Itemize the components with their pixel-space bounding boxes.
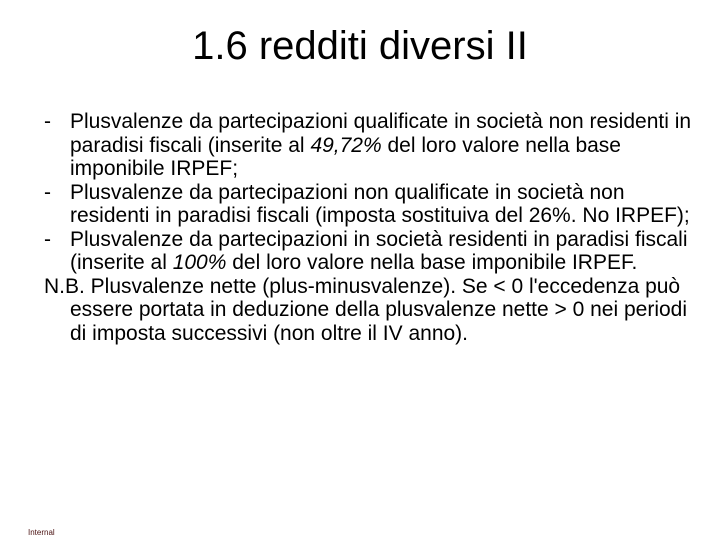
note-text: Plusvalenze nette (plus-minusvalenze). Se < 0 l'eccedenza può essere portata in deduzione della plusvalenze nette > 0 nei periodi di imposta successivi (non oltre il IV anno). — [70, 274, 688, 345]
bullet-emphasis: 49,72% — [310, 133, 382, 157]
note-paragraph — [44, 275, 694, 346]
bullet-marker: - — [44, 180, 51, 204]
bullet-text: Plusvalenze da partecipazioni in società residenti in paradisi fiscali (inserite al — [70, 227, 688, 274]
slide-title: 1.6 redditi diversi II — [192, 24, 528, 68]
slide-body — [44, 110, 694, 345]
bullet-emphasis: 100% — [172, 251, 227, 274]
bullet-marker: - — [44, 110, 51, 133]
bullet-item — [44, 228, 694, 275]
bullet-text: Plusvalenze da partecipazioni non qualificate in società non residenti in paradisi fiscali (imposta sostituiva del 26%. No IRPEF); — [70, 180, 690, 227]
bullet-marker: - — [44, 227, 51, 251]
bullet-text: del loro valore nella base imponibile IRPEF; — [70, 133, 621, 180]
note-lead: N.B. — [44, 274, 85, 298]
footer-classification-label: Internal — [28, 528, 55, 537]
bullet-item — [44, 181, 694, 228]
bullet-text: Plusvalenze da partecipazioni qualificate in società non residenti in paradisi fiscali (inserite al — [70, 110, 692, 157]
bullet-item — [44, 110, 694, 181]
bullet-text: del loro valore nella base imponibile IRPEF. — [226, 251, 638, 274]
